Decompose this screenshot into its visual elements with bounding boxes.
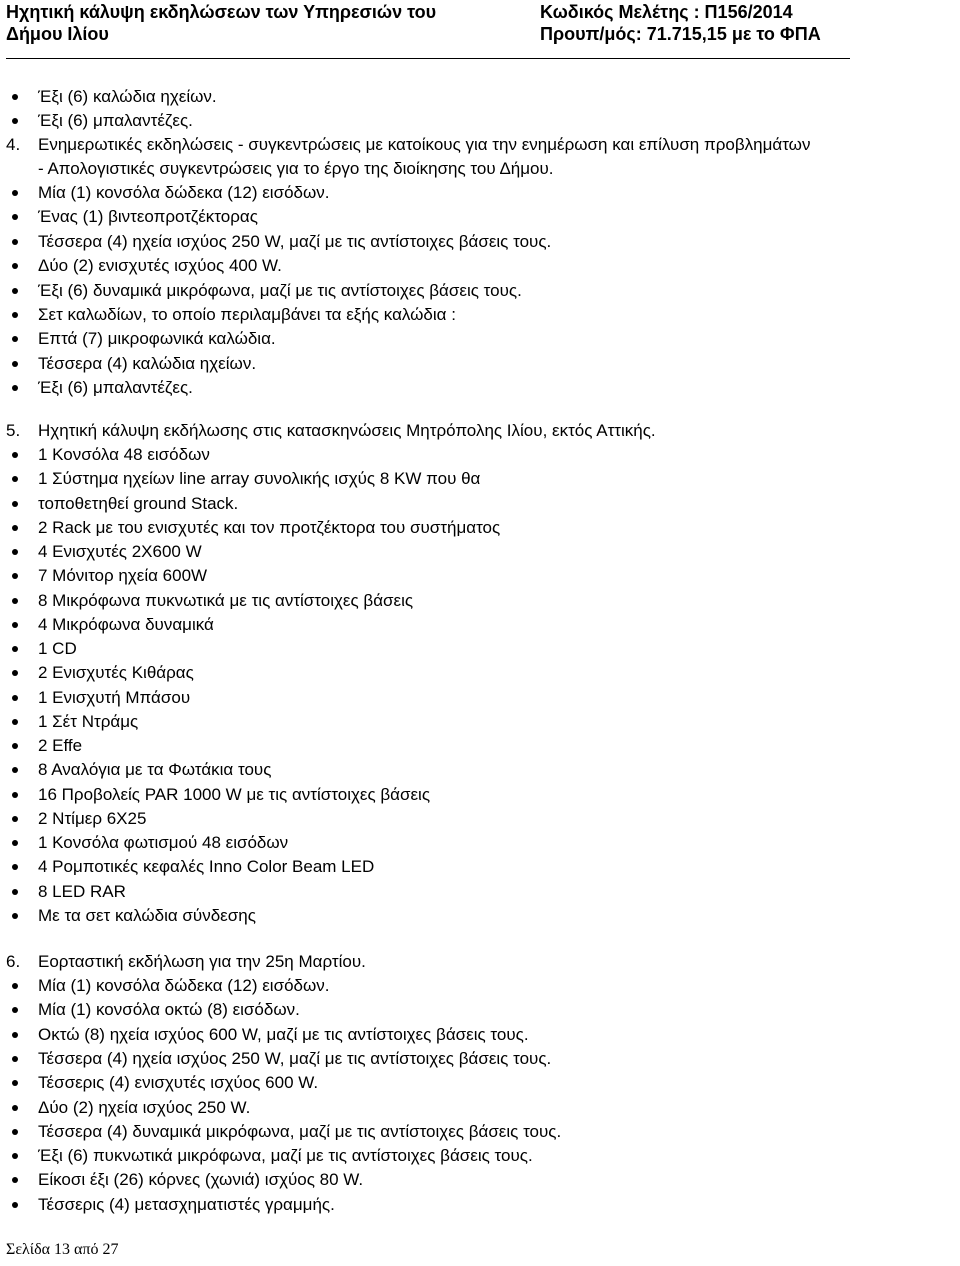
list-item: 2 Rack με του ενισχυτές και τον προτζέκτορα του συστήματος (38, 517, 501, 537)
bullet-icon (12, 695, 18, 701)
list-item: 1 Σέτ Ντράμς (38, 711, 139, 731)
bullet-icon (12, 1177, 18, 1183)
list-item: 7 Μόνιτορ ηχεία 600W (38, 566, 208, 586)
bullet-icon (12, 1105, 18, 1111)
list-item: 1 CD (38, 639, 77, 658)
list-item: Έξι (6) καλώδια ηχείων. (38, 87, 217, 106)
list-item: 8 LED RAR (38, 881, 126, 901)
header-left-line1: Ηχητική κάλυψη εκδηλώσεων των Υπηρεσιών του (6, 2, 437, 22)
bullet-icon (12, 1032, 18, 1038)
bullet-icon (12, 598, 18, 604)
list-item: 4 Ρομποτικές κεφαλές Inno Color Beam LED (38, 857, 375, 877)
bullet-icon (12, 816, 18, 822)
bullet-icon (12, 525, 18, 531)
list-item: Τέσσερις (4) μετασχηματιστές γραμμής. (38, 1194, 335, 1214)
list-item: 2 Ντίμερ 6Χ25 (38, 808, 147, 828)
list-item: 1 Κονσόλα 48 εισόδων (38, 445, 210, 464)
list-item: 8 Αναλόγια με τα Φωτάκια τους (38, 760, 272, 780)
bullet-icon (12, 336, 18, 342)
list-item: Τέσσερα (4) δυναμικά μικρόφωνα, μαζί με τις αντίστοιχες βάσεις τους. (38, 1121, 562, 1141)
header-left (6, 1, 436, 45)
list-item: 1 Ενισχυτή Μπάσου (38, 687, 191, 707)
list-item: 2 Effe (38, 736, 83, 755)
header-right (540, 1, 821, 45)
header-right-line1: Κωδικός Μελέτης : Π156/2014 (540, 2, 793, 22)
bullet-icon (12, 312, 18, 318)
bullet-icon (12, 864, 18, 870)
section-4-title-continued: - Απολογιστικές συγκεντρώσεις για το έργο της διοίκησης του Δήμου. (38, 159, 554, 178)
bullet-icon (12, 190, 18, 196)
bullet-icon (12, 476, 18, 482)
bullet-icon (12, 263, 18, 269)
bullet-icon (12, 646, 18, 652)
bullet-icon (12, 840, 18, 846)
section-5-number: 5. (6, 421, 21, 440)
header-divider (6, 58, 850, 59)
page-footer: Σελίδα 13 από 27 (6, 1241, 119, 1258)
bullet-icon (12, 1080, 18, 1086)
bullet-icon (12, 767, 18, 773)
list-item: Ένας (1) βιντεοπροτζέκτορας (38, 207, 258, 227)
bullet-icon (12, 214, 18, 220)
list-item: Τέσσερα (4) καλώδια ηχείων. (38, 353, 257, 373)
bullet-icon (12, 118, 18, 124)
bullet-icon (12, 743, 18, 749)
list-item: 4 Ενισχυτές 2Χ600 W (38, 542, 202, 561)
bullet-icon (12, 913, 18, 919)
bullet-icon (12, 792, 18, 798)
list-item: Τέσσερις (4) ενισχυτές ισχύος 600 W. (38, 1073, 319, 1093)
list-item: 16 Προβολείς PAR 1000 W με τις αντίστοιχες βάσεις (38, 784, 431, 804)
bullet-icon (12, 94, 18, 100)
list-item: 2 Ενισχυτές Κιθάρας (38, 663, 194, 683)
section-6-number: 6. (6, 952, 21, 971)
list-item: τοποθετηθεί ground Stack. (38, 493, 239, 513)
list-item: Έξι (6) μπαλαντέζες. (38, 378, 193, 398)
bullet-icon (12, 719, 18, 725)
bullet-icon (12, 1202, 18, 1208)
list-item: Είκοσι έξι (26) κόρνες (χωνιά) ισχύος 80 W. (38, 1170, 364, 1190)
list-item: Μία (1) κονσόλα δώδεκα (12) εισόδων. (38, 183, 330, 202)
list-item: 4 Μικρόφωνα δυναμικά (38, 614, 214, 634)
bullet-icon (12, 983, 18, 989)
bullet-icon (12, 501, 18, 507)
header-left-line2: Δήμου Ιλίου (6, 24, 109, 44)
bullet-icon (12, 573, 18, 579)
bullet-icon (12, 889, 18, 895)
bullet-icon (12, 670, 18, 676)
list-item: Έξι (6) μπαλαντέζες. (38, 111, 193, 130)
bullet-icon (12, 288, 18, 294)
bullet-icon (12, 1056, 18, 1062)
list-item: Έξι (6) δυναμικά μικρόφωνα, μαζί με τις αντίστοιχες βάσεις τους. (38, 280, 522, 300)
list-item: Δύο (2) ηχεία ισχύος 250 W. (38, 1097, 251, 1117)
bullet-icon (12, 361, 18, 367)
section-4-number: 4. (6, 135, 21, 154)
list-item: 8 Μικρόφωνα πυκνωτικά με τις αντίστοιχες βάσεις (38, 590, 414, 610)
list-item: Τέσσερα (4) ηχεία ισχύος 250 W, μαζί με τις αντίστοιχες βάσεις τους. (38, 1048, 552, 1068)
bullet-icon (12, 452, 18, 458)
bullet-icon (12, 622, 18, 628)
bullet-icon (12, 385, 18, 391)
list-item: Δύο (2) ενισχυτές ισχύος 400 W. (38, 256, 282, 276)
list-item: Οκτώ (8) ηχεία ισχύος 600 W, μαζί με τις αντίστοιχες βάσεις τους. (38, 1024, 529, 1044)
list-item: Τέσσερα (4) ηχεία ισχύος 250 W, μαζί με τις αντίστοιχες βάσεις τους. (38, 231, 552, 251)
list-item: Έξι (6) πυκνωτικά μικρόφωνα, μαζί με τις αντίστοιχες βάσεις τους. (38, 1146, 533, 1166)
list-item: 1 Κονσόλα φωτισμού 48 εισόδων (38, 833, 289, 852)
bullet-icon (12, 1153, 18, 1159)
list-item: Με τα σετ καλώδια σύνδεσης (38, 905, 256, 925)
list-item: 1 Σύστημα ηχείων line array συνολικής ισχύς 8 KW που θα (38, 469, 481, 489)
list-item: Μία (1) κονσόλα δώδεκα (12) εισόδων. (38, 976, 330, 995)
list-item: Μία (1) κονσόλα οκτώ (8) εισόδων. (38, 1000, 300, 1020)
list-item: Επτά (7) μικροφωνικά καλώδια. (38, 329, 276, 349)
bullet-icon (12, 549, 18, 555)
section-5-title: Ηχητική κάλυψη εκδήλωσης στις κατασκηνώσεις Μητρόπολης Ιλίου, εκτός Αττικής. (38, 421, 656, 440)
section-6-title: Εορταστική εκδήλωση για την 25η Μαρτίου. (38, 952, 366, 971)
list-item: Σετ καλωδίων, το οποίο περιλαμβάνει τα εξής καλώδια : (38, 305, 456, 324)
section-4-title: Ενημερωτικές εκδηλώσεις - συγκεντρώσεις με κατοίκους για την ενημέρωση και επίλυση προβλημάτων (38, 135, 811, 154)
header-right-line2: Προυπ/μός: 71.715,15 με το ΦΠΑ (540, 24, 821, 44)
bullet-icon (12, 1007, 18, 1013)
bullet-icon (12, 239, 18, 245)
bullet-icon (12, 1129, 18, 1135)
